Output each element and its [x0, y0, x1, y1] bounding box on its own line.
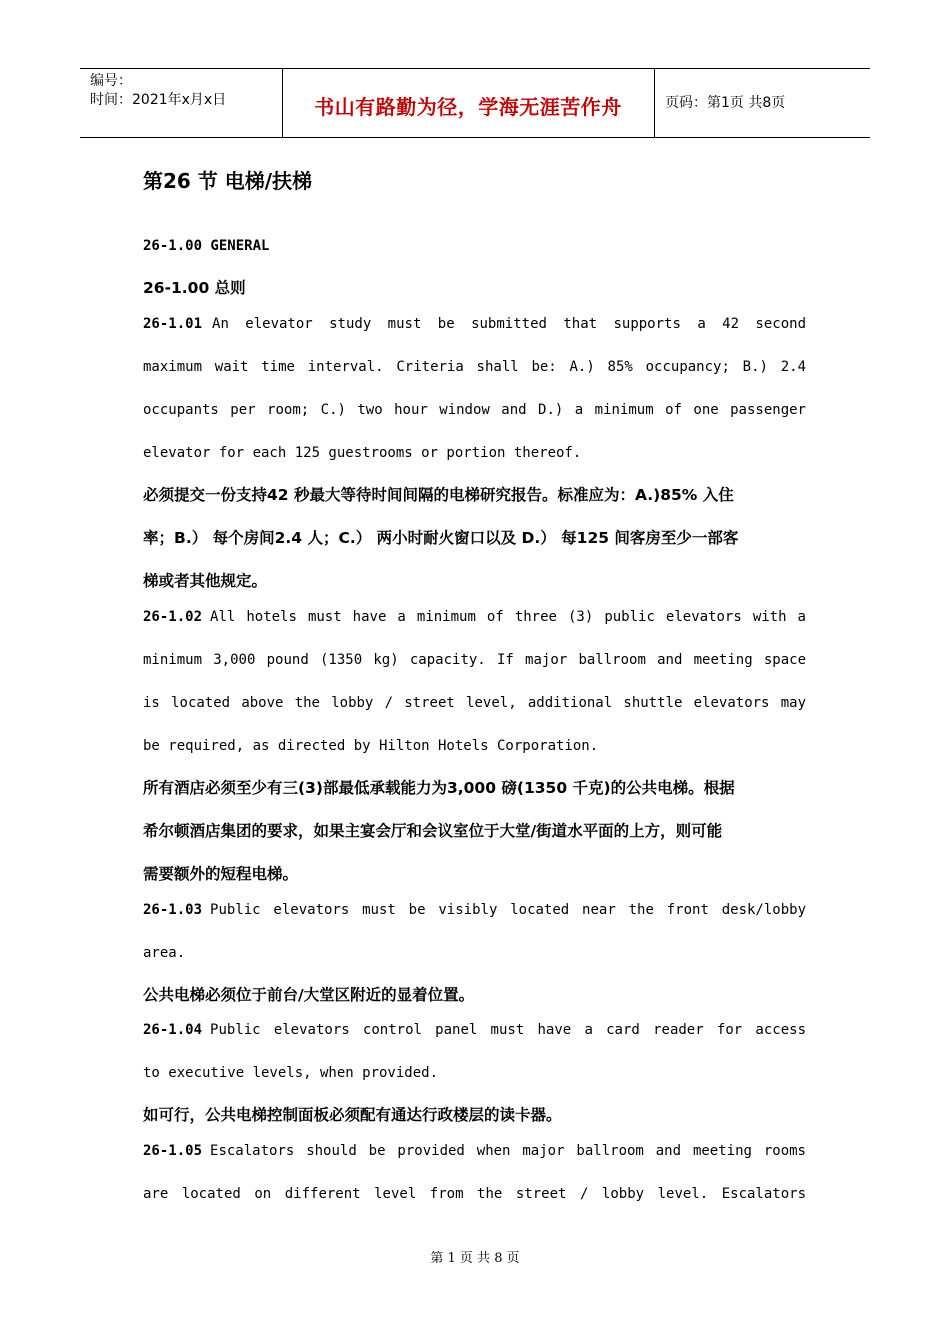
- paragraph-line: [143, 609, 806, 625]
- clause-number: 26-1.05: [143, 1143, 203, 1159]
- paragraph-text: Public elevators must be visibly located near the front desk/lobby: [210, 902, 806, 918]
- header-table: [80, 68, 870, 138]
- paragraph-line: occupants per room; C.) two hour window and D.) a minimum of one passenger: [143, 402, 806, 418]
- paragraph-line: to executive levels, when provided.: [143, 1065, 439, 1081]
- translation-line: 梯或者其他规定。: [143, 572, 268, 590]
- paragraph-line: [143, 902, 806, 918]
- clause-number: 26-1.02: [143, 609, 203, 625]
- translation-line: 希尔顿酒店集团的要求，如果主宴会厅和会议室位于大堂/街道水平面的上方，则可能: [143, 822, 723, 840]
- paragraph-line: are located on different level from the street / lobby level. Escalators: [143, 1186, 806, 1202]
- paragraph-line: [143, 1022, 806, 1038]
- motto: 书山有路勤为径，学海无涯苦作舟: [314, 95, 622, 119]
- paragraph-text: Escalators should be provided when major ballroom and meeting rooms: [210, 1143, 806, 1159]
- header-cell-center: [282, 69, 655, 137]
- translation-line: 需要额外的短程电梯。: [143, 865, 299, 883]
- clause-number: 26-1.04: [143, 1022, 203, 1038]
- header-cell-right: [655, 69, 870, 137]
- paragraph-text: An elevator study must be submitted that supports a 42 second: [212, 316, 806, 332]
- header-cell-left: [80, 69, 283, 137]
- paragraph-text: Public elevators control panel must have a card reader for access: [210, 1022, 806, 1038]
- clause-number: 26-1.01: [143, 316, 203, 332]
- translation-line: 公共电梯必须位于前台/大堂区附近的显着位置。: [143, 986, 475, 1004]
- paragraph-line: is located above the lobby / street level, additional shuttle elevators may: [143, 695, 806, 711]
- date-label: 时间：2021年x月x日: [90, 92, 227, 108]
- paragraph-line: area.: [143, 945, 186, 961]
- general-heading-zh: 26-1.00 总则: [143, 279, 246, 297]
- paragraph-line: [143, 1143, 806, 1159]
- section-title: 第26 节 电梯/扶梯: [143, 169, 313, 193]
- paragraph-line: [143, 316, 806, 332]
- general-heading-en: 26-1.00 GENERAL: [143, 238, 270, 254]
- clause-number: 26-1.03: [143, 902, 203, 918]
- translation-line: 如可行，公共电梯控制面板必须配有通达行政楼层的读卡器。: [143, 1106, 562, 1124]
- translation-line: 必须提交一份支持42 秒最大等待时间间隔的电梯研究报告。标准应为：A.)85% 入住: [143, 486, 734, 504]
- number-label: 编号：: [90, 73, 132, 89]
- paragraph-line: maximum wait time interval. Criteria shall be: A.) 85% occupancy; B.) 2.4: [143, 359, 806, 375]
- page-footer: 第 1 页 共 8 页: [430, 1251, 520, 1266]
- translation-line: 率；B.） 每个房间2.4 人；C.） 两小时耐火窗口以及 D.） 每125 间客房至少一部客: [143, 529, 739, 547]
- paragraph-text: All hotels must have a minimum of three (3) public elevators with a: [210, 609, 806, 625]
- paragraph-line: minimum 3,000 pound (1350 kg) capacity. If major ballroom and meeting space: [143, 652, 806, 668]
- paragraph-line: elevator for each 125 guestrooms or portion thereof.: [143, 445, 582, 461]
- page-label: 页码：第1页 共8页: [665, 95, 786, 111]
- paragraph-line: be required, as directed by Hilton Hotels Corporation.: [143, 738, 599, 754]
- translation-line: 所有酒店必须至少有三(3)部最低承载能力为3,000 磅(1350 千克)的公共电梯。根据: [143, 779, 735, 797]
